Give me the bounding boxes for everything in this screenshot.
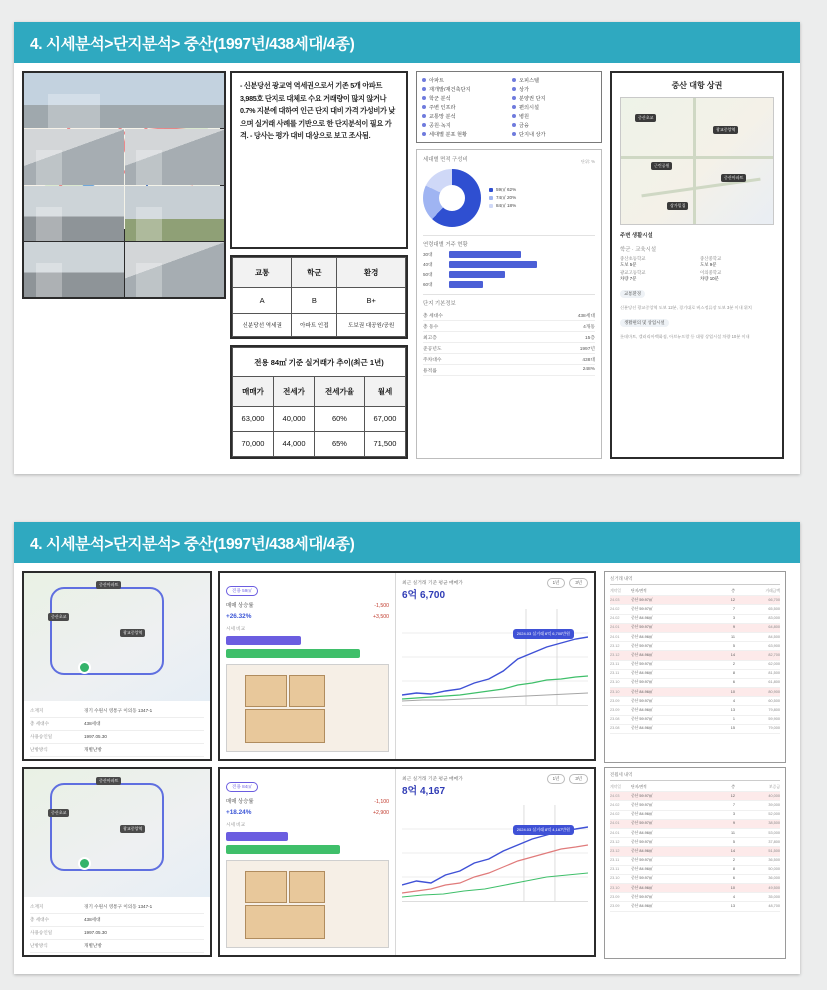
donut-graphic [423, 169, 481, 227]
statistics-panel [416, 149, 602, 459]
map-label: 중산초교 [48, 613, 69, 621]
transport-chip: 교통환경 [620, 290, 645, 298]
price-trend-chart-2 [402, 805, 588, 902]
photo-thumbnail [24, 73, 224, 128]
bullet-icon [512, 105, 516, 109]
bullet-icon [512, 96, 516, 100]
location-marker [78, 661, 91, 674]
table-row: 24.01 중산 84.96㎡ 11 84,500 [610, 633, 780, 642]
table-row: 24.02 중산 84.96㎡ 3 83,000 [610, 615, 780, 624]
chart-tooltip-1: 2024.03 실거래 6억 6,700만원 [513, 629, 574, 639]
table-row: 24.02 중산 59.97㎡ 7 65,500 [610, 605, 780, 614]
table-row: 23.12 중산 84.96㎡ 14 51,500 [610, 847, 780, 856]
table-row: 23.10 중산 84.96㎡ 10 49,500 [610, 884, 780, 893]
bar-chart-title: 연령대별 거주 현황 [423, 242, 468, 248]
table-row: 소재지 경기 수원시 영통구 이의동 1347-1 [30, 901, 204, 914]
table-row: 23.08 중산 59.97㎡ 1 59,900 [610, 716, 780, 725]
photo-thumbnail [125, 186, 225, 241]
bar-row [423, 281, 595, 288]
map-label: 광교중앙역 [120, 629, 145, 637]
bar-section-label: 시세 비교 [226, 822, 246, 827]
table-row: 23.10 중산 59.97㎡ 6 61,800 [610, 679, 780, 688]
trade-list-2 [604, 767, 786, 959]
average-price-2: 8억 4,167 [402, 786, 446, 797]
unit-chart-2 [396, 769, 594, 955]
table-row: 24.03 중산 59.97㎡ 12 66,700 [610, 596, 780, 605]
legend-label: 재개발/재건축단지 [429, 86, 471, 93]
donut-legend [489, 186, 516, 211]
info-row: 용적률 248% [423, 365, 595, 376]
info-list-title: 단지 기본정보 [423, 301, 456, 307]
legend-item [512, 112, 596, 120]
bar-track [449, 261, 537, 268]
price-cell: 71,500 [364, 431, 405, 456]
legend-label: 상가 [519, 86, 530, 93]
table-row: 난방방식 개별난방 [30, 940, 204, 953]
area-info-subtitle: 학군 · 교육시설 [620, 247, 657, 253]
floor-plan [226, 664, 389, 752]
table-row: 23.11 중산 84.96㎡ 8 81,500 [610, 670, 780, 679]
price-cell: 63,000 [233, 406, 274, 431]
bar-chart [423, 251, 595, 288]
info-row: 총 세대수 438세대 [423, 310, 595, 321]
slide-1-body [14, 63, 800, 474]
price-header-cell: 전세가율 [315, 377, 365, 406]
price-header-cell: 전세가 [274, 377, 315, 406]
comparison-bar-green [226, 845, 340, 854]
bullet-icon [512, 123, 516, 127]
legend-label: 병원 [519, 113, 530, 120]
grade-cell: B+ [337, 287, 406, 313]
legend-label: 분양권 단지 [519, 95, 546, 102]
table-row: 난방방식 개별난방 [30, 744, 204, 757]
legend-item [422, 112, 506, 120]
price-change-row-2: +18.24% +2,900 [226, 809, 389, 816]
bullet-icon [422, 78, 426, 82]
slide-1-header [14, 22, 800, 63]
legend-item [422, 76, 506, 84]
legend-label: 단지내 상가 [519, 131, 546, 138]
trade-list-2-header: 전월세 내역 [610, 772, 780, 781]
photo-thumbnail [24, 186, 124, 241]
bar-row [423, 251, 595, 258]
legend-label: 주변 인프라 [429, 104, 456, 111]
map-tag: 광교중앙역 [713, 126, 738, 134]
table-row: 23.09 중산 84.96㎡ 13 79,800 [610, 706, 780, 715]
table-row: 23.09 중산 59.97㎡ 4 60,500 [610, 697, 780, 706]
route-outline [50, 587, 164, 675]
table-row: 23.09 중산 84.96㎡ 13 48,700 [610, 902, 780, 911]
chart-title-2: 최근 실거래 기준 평균 매매가 [402, 777, 463, 782]
map-card-2-rows [24, 897, 210, 957]
table-row: 23.12 중산 59.97㎡ 5 37,800 [610, 838, 780, 847]
bar-label: 40대 [423, 261, 433, 267]
legend-label: 금융 [519, 122, 530, 129]
photo-thumbnail [125, 129, 225, 184]
legend-label: 학군 분석 [429, 95, 451, 102]
table-row: 총 세대수 438세대 [30, 718, 204, 731]
bar-track [449, 281, 483, 288]
bullet-icon [422, 105, 426, 109]
analysis-text-box: - 신분당선 광교역 역세권으로서 기존 5개 아파트 3,985호 단지로 대체로 수요 거래량이 많지 않거나 0.7% 지분에 대하여 인근 단지 대비 가격 가성비가 낮으며 실거래 사례를 기반으로 한 단지분석이 필요 가격. - 당사는 평가 대비 대상으로 보고 조사됨. [230, 71, 408, 249]
legend-item [422, 85, 506, 93]
map-card-1-rows [24, 701, 210, 761]
grade-cell: A [233, 287, 292, 313]
area-info-map [620, 97, 774, 225]
legend-label: 공원·녹지 [429, 122, 451, 129]
area-pill[interactable]: 전용 59㎡ [226, 586, 258, 596]
legend-item [512, 94, 596, 102]
bullet-icon [422, 132, 426, 136]
info-row: 최고층 15층 [423, 332, 595, 343]
legend-label: 세대별 분포 현황 [429, 131, 467, 138]
donut-chart-unit: 단위: % [580, 159, 595, 164]
grade-cell: B [292, 287, 337, 313]
route-outline [50, 783, 164, 871]
complex-photo-grid [22, 71, 226, 299]
bar-section-label: 시세 비교 [226, 626, 246, 631]
unit-detail-card-1 [218, 571, 596, 761]
floor-plan [226, 860, 389, 948]
chart-title-1: 최근 실거래 기준 평균 매매가 [402, 581, 463, 586]
table-header-row: 계약일 단지/면적 층 거래금액 [610, 587, 780, 596]
legend-label: 편의시설 [519, 104, 540, 111]
legend-label: 교통망 분석 [429, 113, 456, 120]
table-row: 23.12 중산 84.96㎡ 14 82,700 [610, 651, 780, 660]
price-cell: 70,000 [233, 431, 274, 456]
trend-svg-1 [402, 609, 588, 705]
legend-label: 아파트 [429, 77, 445, 84]
bar-label: 30대 [423, 251, 433, 257]
area-info-item: 광교고등학교 차량 7분 [620, 270, 646, 281]
trade-list-1-header: 실거래 내역 [610, 576, 780, 585]
comparison-bar-purple [226, 636, 301, 645]
bullet-icon [422, 114, 426, 118]
bullet-icon [422, 123, 426, 127]
grade-header-cell: 교통 [233, 258, 292, 288]
table-row: 23.10 중산 84.96㎡ 10 80,900 [610, 688, 780, 697]
legend-item [422, 121, 506, 129]
trade-list-1 [604, 571, 786, 763]
map-tag: 상가밀집 [667, 202, 688, 210]
table-row: 24.01 중산 59.97㎡ 9 38,500 [610, 820, 780, 829]
bullet-icon [422, 96, 426, 100]
unit-summary-2 [220, 769, 396, 955]
map-label: 광교중앙역 [120, 825, 145, 833]
legend-label: 오피스텔 [519, 77, 540, 84]
route-map-1 [24, 573, 210, 701]
photo-thumbnail [24, 129, 124, 184]
legend-item [512, 76, 596, 84]
table-row: 24.02 중산 59.97㎡ 7 39,000 [610, 801, 780, 810]
legend-item [512, 85, 596, 93]
table-row: 23.11 중산 59.97㎡ 2 62,000 [610, 661, 780, 670]
legend-item [422, 130, 506, 138]
comparison-bar-green [226, 649, 360, 658]
price-change-row: 매매 상승률 -1,100 [226, 799, 389, 805]
area-pill[interactable]: 전용 84㎡ [226, 782, 258, 792]
photo-thumbnail [24, 242, 124, 297]
table-row: 소재지 경기 수원시 영통구 이의동 1347-1 [30, 705, 204, 718]
info-row: 준공년도 1997년 [423, 343, 595, 354]
slide-2-header [14, 522, 800, 563]
trade-list-1-body [605, 572, 785, 738]
donut-legend-item: 74㎡ 20% [489, 194, 516, 202]
map-label: 중산아파트 [96, 581, 121, 589]
price-table [230, 345, 408, 459]
commerce-chip: 생활편의 및 상업시설 [620, 319, 669, 327]
legend-item [512, 121, 596, 129]
grade-header-cell: 학군 [292, 258, 337, 288]
area-info-section-title: 주변 생활시설 [620, 233, 653, 239]
area-info-grid [620, 256, 774, 282]
price-header-cell: 월세 [364, 377, 405, 406]
trade-list-2-body [605, 768, 785, 916]
average-price-1: 6억 6,700 [402, 590, 446, 601]
commerce-note: 롯데마트, 갤러리아백화점, 아브뉴프랑 등 대형 상업시설 차량 10분 이내 [620, 334, 750, 340]
legend-item [512, 130, 596, 138]
divider [423, 235, 595, 236]
unit-chart-1 [396, 573, 594, 759]
grade-note-cell: 신분당선 역세권 [233, 313, 292, 337]
period-3y-button[interactable]: 3년 [569, 774, 588, 784]
page-title-2: 4. 시세분석>단지분석> 중산(1997년/438세대/4종) [30, 535, 355, 553]
area-info-item: 이의중학교 차량 10분 [700, 270, 722, 281]
price-cell: 65% [315, 431, 365, 456]
donut-legend-item: 84㎡ 18% [489, 202, 516, 210]
bullet-icon [512, 78, 516, 82]
swatch-icon [489, 196, 493, 200]
bullet-icon [512, 114, 516, 118]
chart-period-buttons-2 [547, 774, 588, 784]
slide-2 [14, 522, 800, 974]
table-row: 24.03 중산 59.97㎡ 12 40,000 [610, 792, 780, 801]
area-info-item: 중산초등학교 도보 5분 [620, 256, 646, 267]
legend-item [422, 103, 506, 111]
table-row: 23.11 중산 59.97㎡ 2 36,500 [610, 857, 780, 866]
price-cell: 60% [315, 406, 365, 431]
table-row: 23.11 중산 84.96㎡ 8 50,000 [610, 866, 780, 875]
unit-summary-1 [220, 573, 396, 759]
donut-chart-title: 세대별 면적 구성비 [423, 157, 468, 163]
chart-tooltip-2: 2024.03 실거래 8억 4,167만원 [513, 825, 574, 835]
table-row: 23.09 중산 59.97㎡ 4 35,000 [610, 893, 780, 902]
route-map-card-2 [22, 767, 212, 957]
legend-item [422, 94, 506, 102]
table-row: 24.01 중산 59.97㎡ 9 64,800 [610, 624, 780, 633]
info-row: 주차대수 438대 [423, 354, 595, 365]
period-3y-button[interactable]: 3년 [569, 578, 588, 588]
donut-chart [423, 169, 595, 227]
bullet-icon [512, 132, 516, 136]
period-1y-button[interactable]: 1년 [547, 578, 566, 588]
legend-item [512, 103, 596, 111]
bar-track [449, 271, 505, 278]
bullet-icon [512, 87, 516, 91]
donut-legend-item: 59㎡ 62% [489, 186, 516, 194]
price-trend-chart-1 [402, 609, 588, 706]
table-header-row: 계약일 단지/면적 층 보증금 [610, 783, 780, 792]
map-tag: 중산초교 [635, 114, 656, 122]
bar-row [423, 261, 595, 268]
table-row: 총 세대수 438세대 [30, 914, 204, 927]
legend-panel [416, 71, 602, 143]
area-info-panel [610, 71, 784, 459]
bar-label: 60대 [423, 281, 433, 287]
map-label: 중산초교 [48, 809, 69, 817]
bullet-icon [422, 87, 426, 91]
price-cell: 44,000 [274, 431, 315, 456]
bar-track [449, 251, 521, 258]
comparison-bar-purple [226, 832, 288, 841]
price-table-caption: 전용 84㎡ 기준 실거래가 추이(최근 1년) [233, 348, 406, 377]
map-label: 중산아파트 [96, 777, 121, 785]
price-header-cell: 매매가 [233, 377, 274, 406]
price-cell: 67,000 [364, 406, 405, 431]
grade-table [230, 255, 408, 339]
grade-header-cell: 환경 [337, 258, 406, 288]
route-map-card-1 [22, 571, 212, 761]
price-change-row: 매매 상승률 -1,500 [226, 603, 389, 609]
table-row: 24.02 중산 84.96㎡ 3 52,000 [610, 811, 780, 820]
table-row: 23.10 중산 59.97㎡ 6 36,000 [610, 875, 780, 884]
area-info-item: 중산중학교 도보 9분 [700, 256, 722, 267]
table-row: 사용승인일 1997.05.30 [30, 927, 204, 940]
swatch-icon [489, 188, 493, 192]
map-tag: 근린공원 [651, 162, 672, 170]
page-title: 4. 시세분석>단지분석> 중산(1997년/438세대/4종) [30, 35, 355, 53]
slide-1 [14, 22, 800, 474]
table-row: 23.08 중산 84.96㎡ 15 79,000 [610, 725, 780, 734]
info-row: 총 동수 4개동 [423, 321, 595, 332]
swatch-icon [489, 204, 493, 208]
table-row: 23.12 중산 59.97㎡ 5 63,900 [610, 642, 780, 651]
area-info-title: 중산 대항 상권 [671, 81, 723, 90]
grade-note-cell: 도보권 대공원/공원 [337, 313, 406, 337]
grade-note-cell: 아파트 인접 [292, 313, 337, 337]
map-tag: 중산아파트 [721, 174, 746, 182]
bar-label: 50대 [423, 271, 433, 277]
trend-svg-2 [402, 805, 588, 901]
table-row: 사용승인일 1997.05.30 [30, 731, 204, 744]
route-map-2 [24, 769, 210, 897]
bar-row [423, 271, 595, 278]
price-change-row-2: +26.32% +3,500 [226, 613, 389, 620]
slide-2-body [14, 563, 800, 974]
divider [423, 294, 595, 295]
location-marker [78, 857, 91, 870]
chart-period-buttons-1 [547, 578, 588, 588]
unit-detail-card-2 [218, 767, 596, 957]
photo-thumbnail [125, 242, 225, 297]
price-cell: 40,000 [274, 406, 315, 431]
period-1y-button[interactable]: 1년 [547, 774, 566, 784]
transport-note: 신분당선 광교중앙역 도보 12분, 경기대로 버스정류장 도보 3분 이내 위치 [620, 305, 752, 310]
table-row: 24.01 중산 84.96㎡ 11 53,000 [610, 829, 780, 838]
